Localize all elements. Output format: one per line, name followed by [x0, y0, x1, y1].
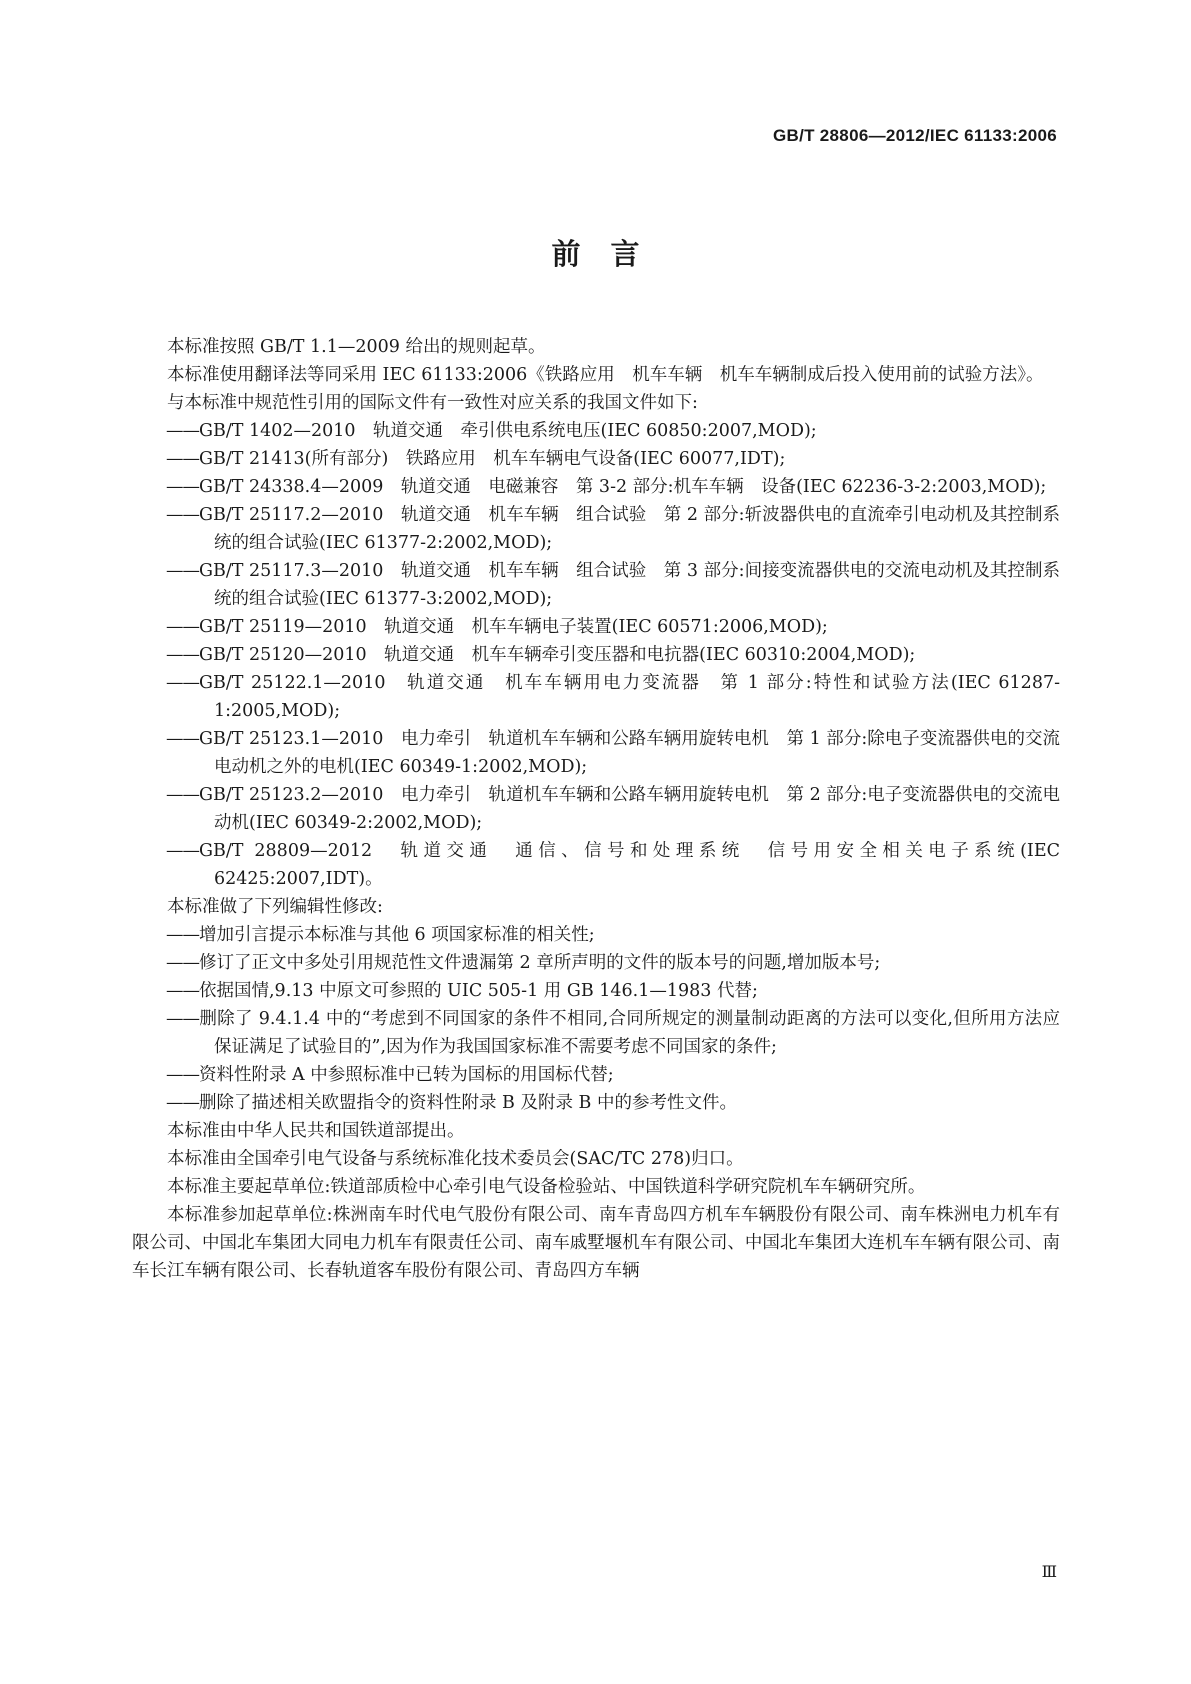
list-dash: ——	[166, 953, 199, 973]
reference-item	[132, 725, 1060, 781]
list-dash: ——	[166, 841, 199, 861]
list-dash: ——	[166, 729, 199, 749]
paragraph-committee: 本标准由全国牵引电气设备与系统标准化技术委员会(SAC/TC 278)归口。	[167, 1149, 744, 1169]
reference-item	[132, 445, 1060, 473]
list-dash: ——	[166, 421, 199, 441]
edit-item	[132, 1005, 1060, 1061]
list-dash: ——	[166, 925, 199, 945]
list-dash: ——	[166, 1093, 199, 1113]
list-dash: ——	[166, 449, 199, 469]
reference-item	[132, 641, 1060, 669]
list-dash: ——	[166, 561, 199, 581]
reference-item	[132, 473, 1060, 501]
edit-item-text: 依据国情,9.13 中原文可参照的 UIC 505-1 用 GB 146.1—1983 代替;	[199, 981, 758, 1001]
reference-item-text: GB/T 25120—2010 轨道交通 机车车辆牵引变压器和电抗器(IEC 60310:2004,MOD);	[199, 645, 916, 665]
reference-item	[132, 417, 1060, 445]
reference-item-text: GB/T 24338.4—2009 轨道交通 电磁兼容 第 3-2 部分:机车车辆 设备(IEC 62236-3-2:2003,MOD);	[199, 477, 1047, 497]
reference-item	[132, 669, 1060, 725]
edit-item-text: 资料性附录 A 中参照标准中已转为国标的用国标代替;	[199, 1065, 614, 1085]
edit-item	[132, 1089, 1060, 1117]
reference-item-text: GB/T 1402—2010 轨道交通 牵引供电系统电压(IEC 60850:2007,MOD);	[199, 421, 817, 441]
list-dash: ——	[166, 673, 199, 693]
reference-item	[132, 557, 1060, 613]
paragraph-edit-intro: 本标准做了下列编辑性修改:	[167, 897, 383, 917]
reference-item	[132, 837, 1060, 893]
reference-item-text: GB/T 25119—2010 轨道交通 机车车辆电子装置(IEC 60571:2006,MOD);	[199, 617, 828, 637]
reference-item-text: GB/T 25117.2—2010 轨道交通 机车车辆 组合试验 第 2 部分:斩波器供电的直流牵引电动机及其控制系统的组合试验(IEC 61377-2:2002,MOD);	[199, 505, 1060, 553]
reference-item-text: GB/T 21413(所有部分) 铁路应用 机车车辆电气设备(IEC 60077,IDT);	[199, 449, 786, 469]
edit-item	[132, 921, 1060, 949]
edit-item-text: 修订了正文中多处引用规范性文件遗漏第 2 章所声明的文件的版本号的问题,增加版本号;	[199, 953, 881, 973]
list-dash: ——	[166, 981, 199, 1001]
paragraph-proposer: 本标准由中华人民共和国铁道部提出。	[167, 1121, 465, 1141]
reference-item-text: GB/T 28809—2012 轨道交通 通信、信号和处理系统 信号用安全相关电子系统(IEC 62425:2007,IDT)。	[199, 841, 1060, 889]
reference-item-text: GB/T 25123.1—2010 电力牵引 轨道机车车辆和公路车辆用旋转电机 第 1 部分:除电子变流器供电的交流电动机之外的电机(IEC 60349-1:2002,MOD);	[199, 729, 1060, 777]
list-dash: ——	[166, 477, 199, 497]
page-title: 前言	[551, 237, 670, 271]
reference-item	[132, 613, 1060, 641]
list-dash: ——	[166, 1065, 199, 1085]
list-dash: ——	[166, 617, 199, 637]
edit-item	[132, 977, 1060, 1005]
reference-item-text: GB/T 25117.3—2010 轨道交通 机车车辆 组合试验 第 3 部分:间接变流器供电的交流电动机及其控制系统的组合试验(IEC 61377-3:2002,MOD);	[199, 561, 1060, 609]
page-number: Ⅲ	[1041, 1562, 1057, 1581]
edit-item-text: 删除了 9.4.1.4 中的“考虑到不同国家的条件不相同,合同所规定的测量制动距离的方法可以变化,但所用方法应保证满足了试验目的”,因为作为我国国家标准不需要考虑不同国家的条件;	[199, 1009, 1060, 1057]
list-dash: ——	[166, 1009, 199, 1029]
paragraph-participating-drafters: 本标准参加起草单位:株洲南车时代电气股份有限公司、南车青岛四方机车车辆股份有限公司、南车株洲电力机车有限公司、中国北车集团大同电力机车有限责任公司、南车戚墅堰机车有限公司、中国北车集团大连机车车辆有限公司、南车长江车辆有限公司、长春轨道客车股份有限公司、青岛四方车辆	[132, 1205, 1060, 1281]
edit-item	[132, 949, 1060, 977]
reference-item	[132, 781, 1060, 837]
reference-item	[132, 501, 1060, 557]
standard-code-header: GB/T 28806—2012/IEC 61133:2006	[772, 126, 1057, 145]
list-dash: ——	[166, 645, 199, 665]
paragraph-drafting-rules: 本标准按照 GB/T 1.1—2009 给出的规则起草。	[167, 337, 546, 357]
edit-item-text: 增加引言提示本标准与其他 6 项国家标准的相关性;	[199, 925, 595, 945]
edit-item	[132, 1061, 1060, 1089]
document-body	[132, 333, 1060, 1285]
paragraph-reference-intro: 与本标准中规范性引用的国际文件有一致性对应关系的我国文件如下:	[167, 393, 698, 413]
reference-item-text: GB/T 25122.1—2010 轨道交通 机车车辆用电力变流器 第 1 部分:特性和试验方法(IEC 61287-1:2005,MOD);	[199, 673, 1060, 721]
reference-item-text: GB/T 25123.2—2010 电力牵引 轨道机车车辆和公路车辆用旋转电机 第 2 部分:电子变流器供电的交流电动机(IEC 60349-2:2002,MOD);	[199, 785, 1060, 833]
paragraph-main-drafters: 本标准主要起草单位:铁道部质检中心牵引电气设备检验站、中国铁道科学研究院机车车辆研究所。	[167, 1177, 926, 1197]
list-dash: ——	[166, 505, 199, 525]
list-dash: ——	[166, 785, 199, 805]
edit-item-text: 删除了描述相关欧盟指令的资料性附录 B 及附录 B 中的参考性文件。	[199, 1093, 737, 1113]
paragraph-adoption: 本标准使用翻译法等同采用 IEC 61133:2006《铁路应用 机车车辆 机车车辆制成后投入使用前的试验方法》。	[167, 365, 1044, 385]
